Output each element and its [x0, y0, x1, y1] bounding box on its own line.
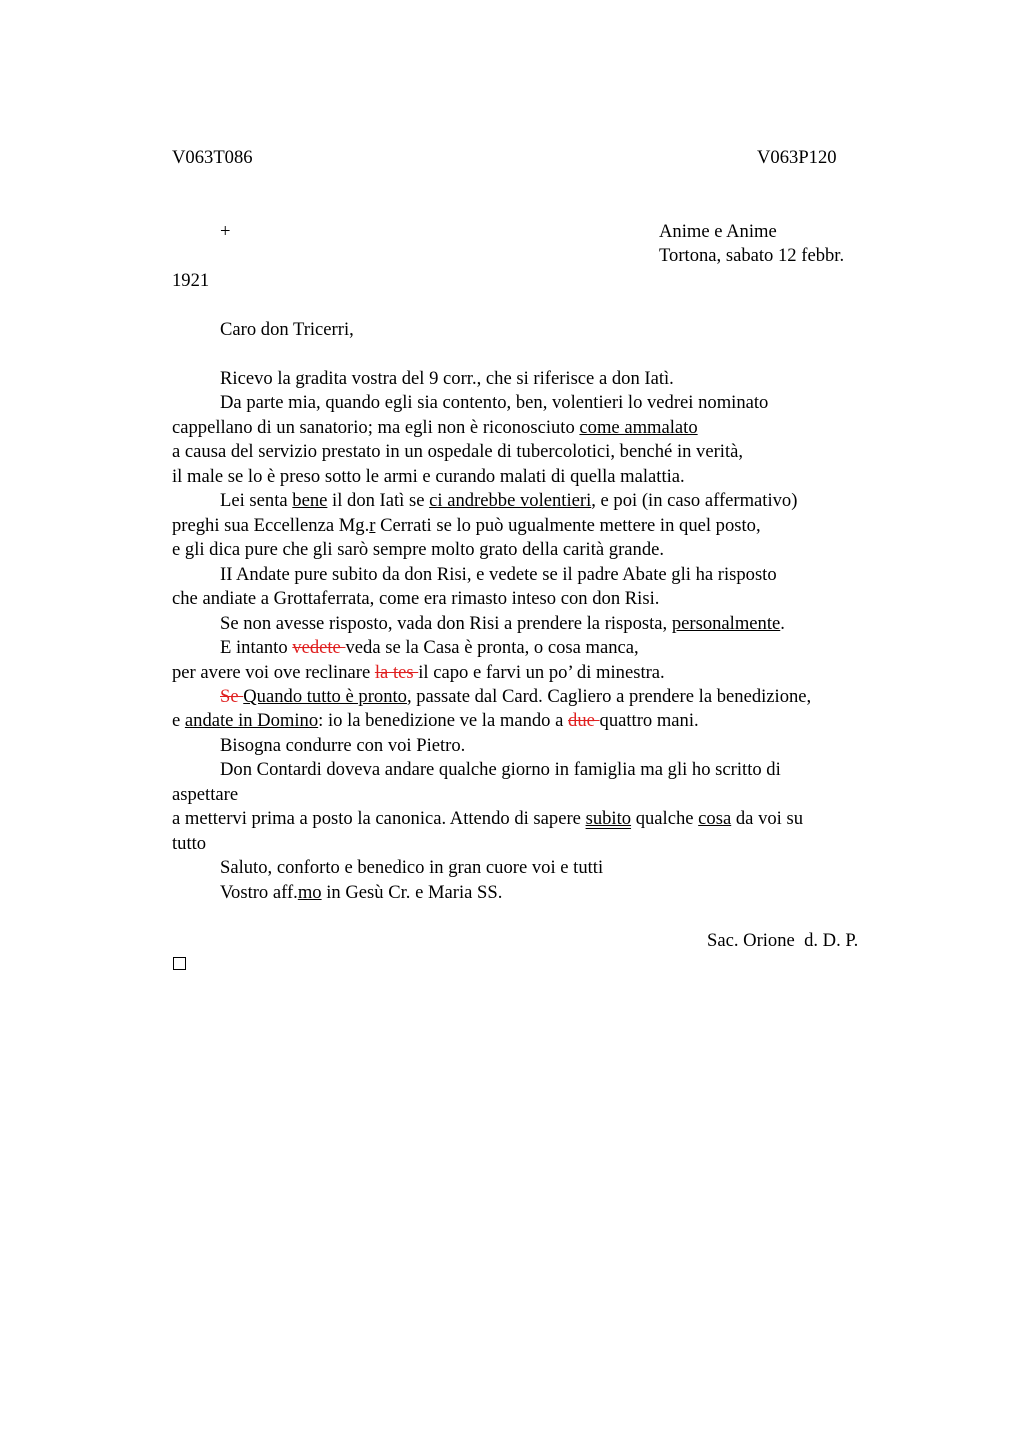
body-line: a mettervi prima a posto la canonica. Attendo di sapere subito qualche cosa da voi su [172, 808, 804, 829]
body-line: cappellano di un sanatorio; ma egli non è riconosciuto come ammalato [172, 417, 698, 438]
archive-code-left: V063T086 [172, 147, 253, 168]
body-line: Don Contardi doveva andare qualche giorno in famiglia ma gli ho scritto di [220, 759, 781, 780]
salutation: Caro don Tricerri, [220, 319, 354, 340]
date-line: Tortona, sabato 12 febbr. [659, 245, 845, 266]
body-line: che andiate a Grottaferrata, come era rimasto inteso con don Risi. [172, 588, 660, 609]
underlined-text: ci andrebbe volentieri [429, 490, 592, 511]
underlined-text: bene [292, 490, 328, 511]
underlined-text: come ammalato [579, 417, 698, 438]
underlined-text: cosa [698, 808, 732, 829]
year-line: 1921 [172, 270, 210, 291]
body-line: Bisogna condurre con voi Pietro. [220, 735, 466, 756]
deleted-text: Se [220, 686, 244, 707]
underlined-text: andate in Domino [184, 710, 319, 731]
body-line: Se Quando tutto è pronto, passate dal Card. Cagliero a prendere la benedizione, [220, 686, 812, 707]
body-line: a causa del servizio prestato in un ospedale di tubercolotici, benché in verità, [172, 441, 744, 462]
body-line: e gli dica pure che gli sarò sempre molto grato della carità grande. [172, 539, 665, 560]
underlined-text: mo [297, 882, 322, 903]
place-line-1: Anime e Anime [659, 221, 777, 242]
body-line: Ricevo la gradita vostra del 9 corr., che si riferisce a don Iatì. [220, 368, 674, 389]
body-line: aspettare [172, 784, 239, 805]
underlined-text: subito [585, 808, 632, 829]
underlined-text: personalmente [671, 613, 781, 634]
body-line: preghi sua Eccellenza Mg.r Cerrati se lo può ugualmente mettere in quel posto, [172, 515, 761, 536]
body-line: il male se lo è preso sotto le armi e curando malati di quella malattia. [172, 466, 685, 487]
underlined-text: r [369, 515, 376, 536]
body-line: Saluto, conforto e benedico in gran cuore voi e tutti [220, 857, 604, 878]
closing-line: Vostro aff.mo in Gesù Cr. e Maria SS. [220, 882, 503, 903]
archive-code-right: V063P120 [757, 147, 837, 168]
deleted-text: due [568, 710, 600, 731]
body-line: Se non avesse risposto, vada don Risi a prendere la risposta, personalmente. [220, 613, 785, 634]
body-line: II Andate pure subito da don Risi, e vedete se il padre Abate gli ha risposto [220, 564, 777, 585]
body-line: E intanto vedete veda se la Casa è pronta, o cosa manca, [220, 637, 639, 658]
signature: Sac. Orione d. D. P. [707, 930, 859, 951]
body-line: tutto [172, 833, 207, 854]
body-line: Lei senta bene il don Iatì se ci andrebbe volentieri, e poi (in caso affermativo) [220, 490, 798, 511]
body-line: e andate in Domino: io la benedizione ve la mando a due quattro mani. [172, 710, 699, 731]
cross-mark: + [220, 221, 231, 242]
body-line: Da parte mia, quando egli sia contento, ben, volentieri lo vedrei nominato [220, 392, 769, 413]
underlined-text: Quando tutto è pronto [243, 686, 407, 707]
deleted-text: la tes [374, 662, 419, 683]
body-line: per avere voi ove reclinare la tes il capo e farvi un po’ di minestra. [172, 662, 665, 683]
deleted-text: vedete [292, 637, 346, 658]
empty-square-icon [173, 957, 186, 970]
